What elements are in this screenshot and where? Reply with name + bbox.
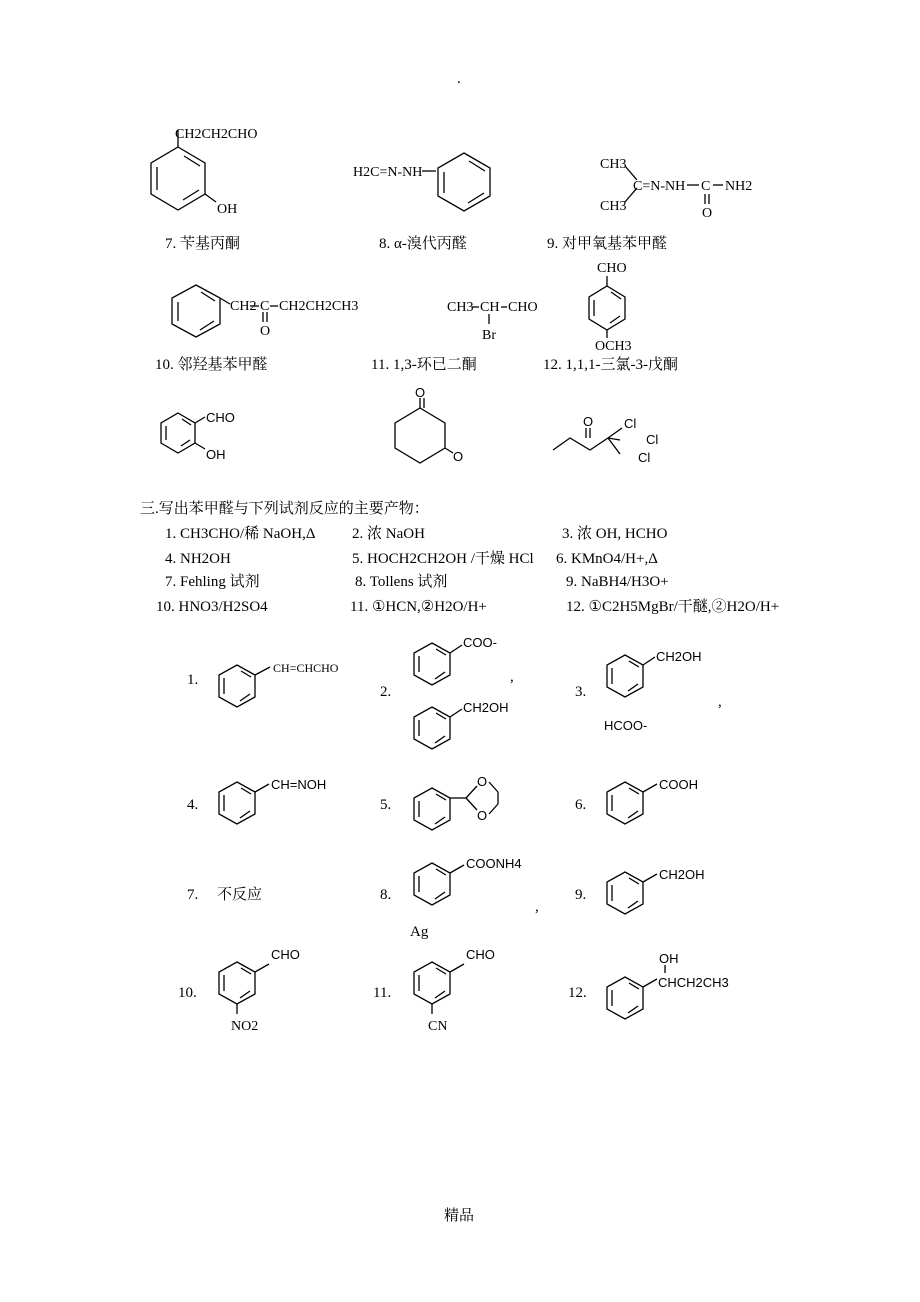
compound-name-9: 9. 对甲氧基苯甲醛 <box>547 236 668 252</box>
reagent-4: 4. NH2OH <box>165 551 231 567</box>
structure-formaldehyde-phenylhydrazone <box>350 148 500 213</box>
answer-number-2: 2. <box>380 684 392 700</box>
structure-salicylaldehyde <box>150 405 250 465</box>
reagent-10: 10. HNO3/H2SO4 <box>156 599 268 615</box>
structure-phenyl-dioxolane <box>410 770 520 835</box>
product-label-7: 不反应 <box>217 887 263 903</box>
chloro-label-1: Cl <box>624 416 637 431</box>
product-label-3b: HCOO- <box>604 718 648 733</box>
answer-number-4: 4. <box>187 797 199 813</box>
methyl-label-top: CH3 <box>600 157 627 172</box>
structure-benzyl-alcohol-9 <box>603 862 713 927</box>
compound-name-10: 10. 邻羟基苯甲醛 <box>155 357 268 373</box>
product-label-8b: Ag <box>410 924 429 940</box>
oxygen-label-2: O <box>453 449 464 464</box>
answer-number-11: 11. <box>373 985 392 1001</box>
product-label-10b: NO2 <box>231 1019 259 1034</box>
aldehyde-label: CHO <box>206 410 235 425</box>
carbonyl-carbon-label: C <box>260 299 270 314</box>
reagent-12: 12. ①C2H5MgBr/干醚,②H2O/H+ <box>566 599 780 615</box>
structure-ammonium-benzoate <box>410 848 540 918</box>
compound-name-8: 8. α-溴代丙醛 <box>379 236 467 252</box>
reagent-8: 8. Tollens 试剂 <box>355 574 448 590</box>
product-label-11a: CHO <box>466 947 495 962</box>
answer-comma-8: , <box>535 899 539 915</box>
section-heading: 三.写出苯甲醛与下列试剂反应的主要产物： <box>140 501 429 517</box>
oxygen-label-1: O <box>415 385 426 400</box>
reagent-6: 6. KMnO4/H+,Δ <box>556 551 658 567</box>
amine-label: NH2 <box>725 179 753 194</box>
answer-comma-3: , <box>718 694 722 710</box>
product-label-12-oh: OH <box>659 951 679 966</box>
structure-benzoic-acid <box>603 772 713 837</box>
structure-benzyl-alcohol-3 <box>603 645 713 710</box>
reagent-2: 2. 浓 NaOH <box>352 526 425 542</box>
substituent-label: CH2CH2CHO <box>175 127 258 142</box>
structure-1-phenylpropanol <box>603 945 743 1030</box>
product-label-10a: CHO <box>271 947 300 962</box>
compound-name-7: 7. 苄基丙酮 <box>165 236 241 252</box>
oxygen-label: O <box>702 206 713 221</box>
structure-benzaldoxime <box>215 772 345 837</box>
answer-comma-2: , <box>510 669 514 685</box>
structure-2-bromopropanal <box>445 293 545 343</box>
page-footer: 精品 <box>444 1208 475 1224</box>
reagent-7: 7. Fehling 试剂 <box>165 574 260 590</box>
product-label-6: COOH <box>659 777 698 792</box>
reagent-3: 3. 浓 OH, HCHO <box>562 526 668 542</box>
methoxy-label: OCH3 <box>595 339 632 354</box>
methylene-label: CH2 <box>230 299 257 314</box>
reagent-1: 1. CH3CHO/稀 NaOH,Δ <box>165 526 316 542</box>
hydrazone-label: H2C=N-NH <box>353 165 423 180</box>
carbonyl-carbon-label: C <box>701 179 711 194</box>
aldehyde-label: CHO <box>508 300 538 315</box>
structure-trichloropentanone <box>550 410 670 470</box>
reagent-5: 5. HOCH2CH2OH /干燥 HCl <box>352 551 534 567</box>
answer-number-1: 1. <box>187 672 199 688</box>
oxygen-label: O <box>583 414 594 429</box>
product-label-3: CH2OH <box>656 649 702 664</box>
compound-name-11: 11. 1,3-环已二酮 <box>371 357 477 373</box>
reagent-11: 11. ①HCN,②H2O/H+ <box>350 599 487 615</box>
hydroxy-label: OH <box>217 202 238 217</box>
answer-number-6: 6. <box>575 797 587 813</box>
answer-number-3: 3. <box>575 684 587 700</box>
header-dot: . <box>457 71 461 87</box>
hydrazone-chain-label: C=N-NH <box>633 179 686 194</box>
product-label-2a: COO- <box>463 635 497 650</box>
compound-name-12: 12. 1,1,1-三氯-3-戊酮 <box>543 357 678 373</box>
structure-benzoate-benzyl-alcohol <box>410 625 520 750</box>
structure-m-cyanobenzaldehyde <box>410 940 520 1040</box>
product-label-4: CH=NOH <box>271 777 327 792</box>
product-label-1: CH=CHCHO <box>273 661 339 675</box>
hydroxy-label: OH <box>206 447 226 462</box>
structure-cinnamaldehyde <box>215 655 355 715</box>
answer-number-7: 7. <box>187 887 199 903</box>
structure-acetone-semicarbazone <box>595 150 765 220</box>
answer-number-10: 10. <box>178 985 197 1001</box>
chloro-label-3: Cl <box>638 450 651 465</box>
product-label-8: COONH4 <box>466 856 522 871</box>
product-label-5-o2: O <box>477 808 488 823</box>
answer-number-9: 9. <box>575 887 587 903</box>
oxygen-label: O <box>260 324 271 339</box>
answer-number-5: 5. <box>380 797 392 813</box>
reagent-9: 9. NaBH4/H3O+ <box>566 574 669 590</box>
aldehyde-label: CHO <box>597 261 627 276</box>
structure-p-methoxybenzaldehyde <box>575 258 650 353</box>
product-label-9: CH2OH <box>659 867 705 882</box>
structure-benzyl-ketone <box>170 280 360 340</box>
methyl-label: CH3 <box>447 300 474 315</box>
chloro-label-2: Cl <box>646 432 659 447</box>
propyl-chain-label: CH2CH2CH3 <box>279 299 359 314</box>
structure-m-nitrobenzaldehyde <box>215 940 325 1040</box>
methyl-label-bottom: CH3 <box>600 199 627 214</box>
methine-label: CH <box>480 300 500 315</box>
structure-3-hydroxyphenylpropanal <box>140 120 290 225</box>
product-label-12: CHCH2CH3 <box>658 975 729 990</box>
product-label-11b: CN <box>428 1019 448 1034</box>
bromo-label: Br <box>482 328 496 343</box>
structure-1-3-cyclohexanedione <box>390 383 480 468</box>
product-label-5-o1: O <box>477 774 488 789</box>
product-label-2b: CH2OH <box>463 700 509 715</box>
answer-number-8: 8. <box>380 887 392 903</box>
answer-number-12: 12. <box>568 985 587 1001</box>
